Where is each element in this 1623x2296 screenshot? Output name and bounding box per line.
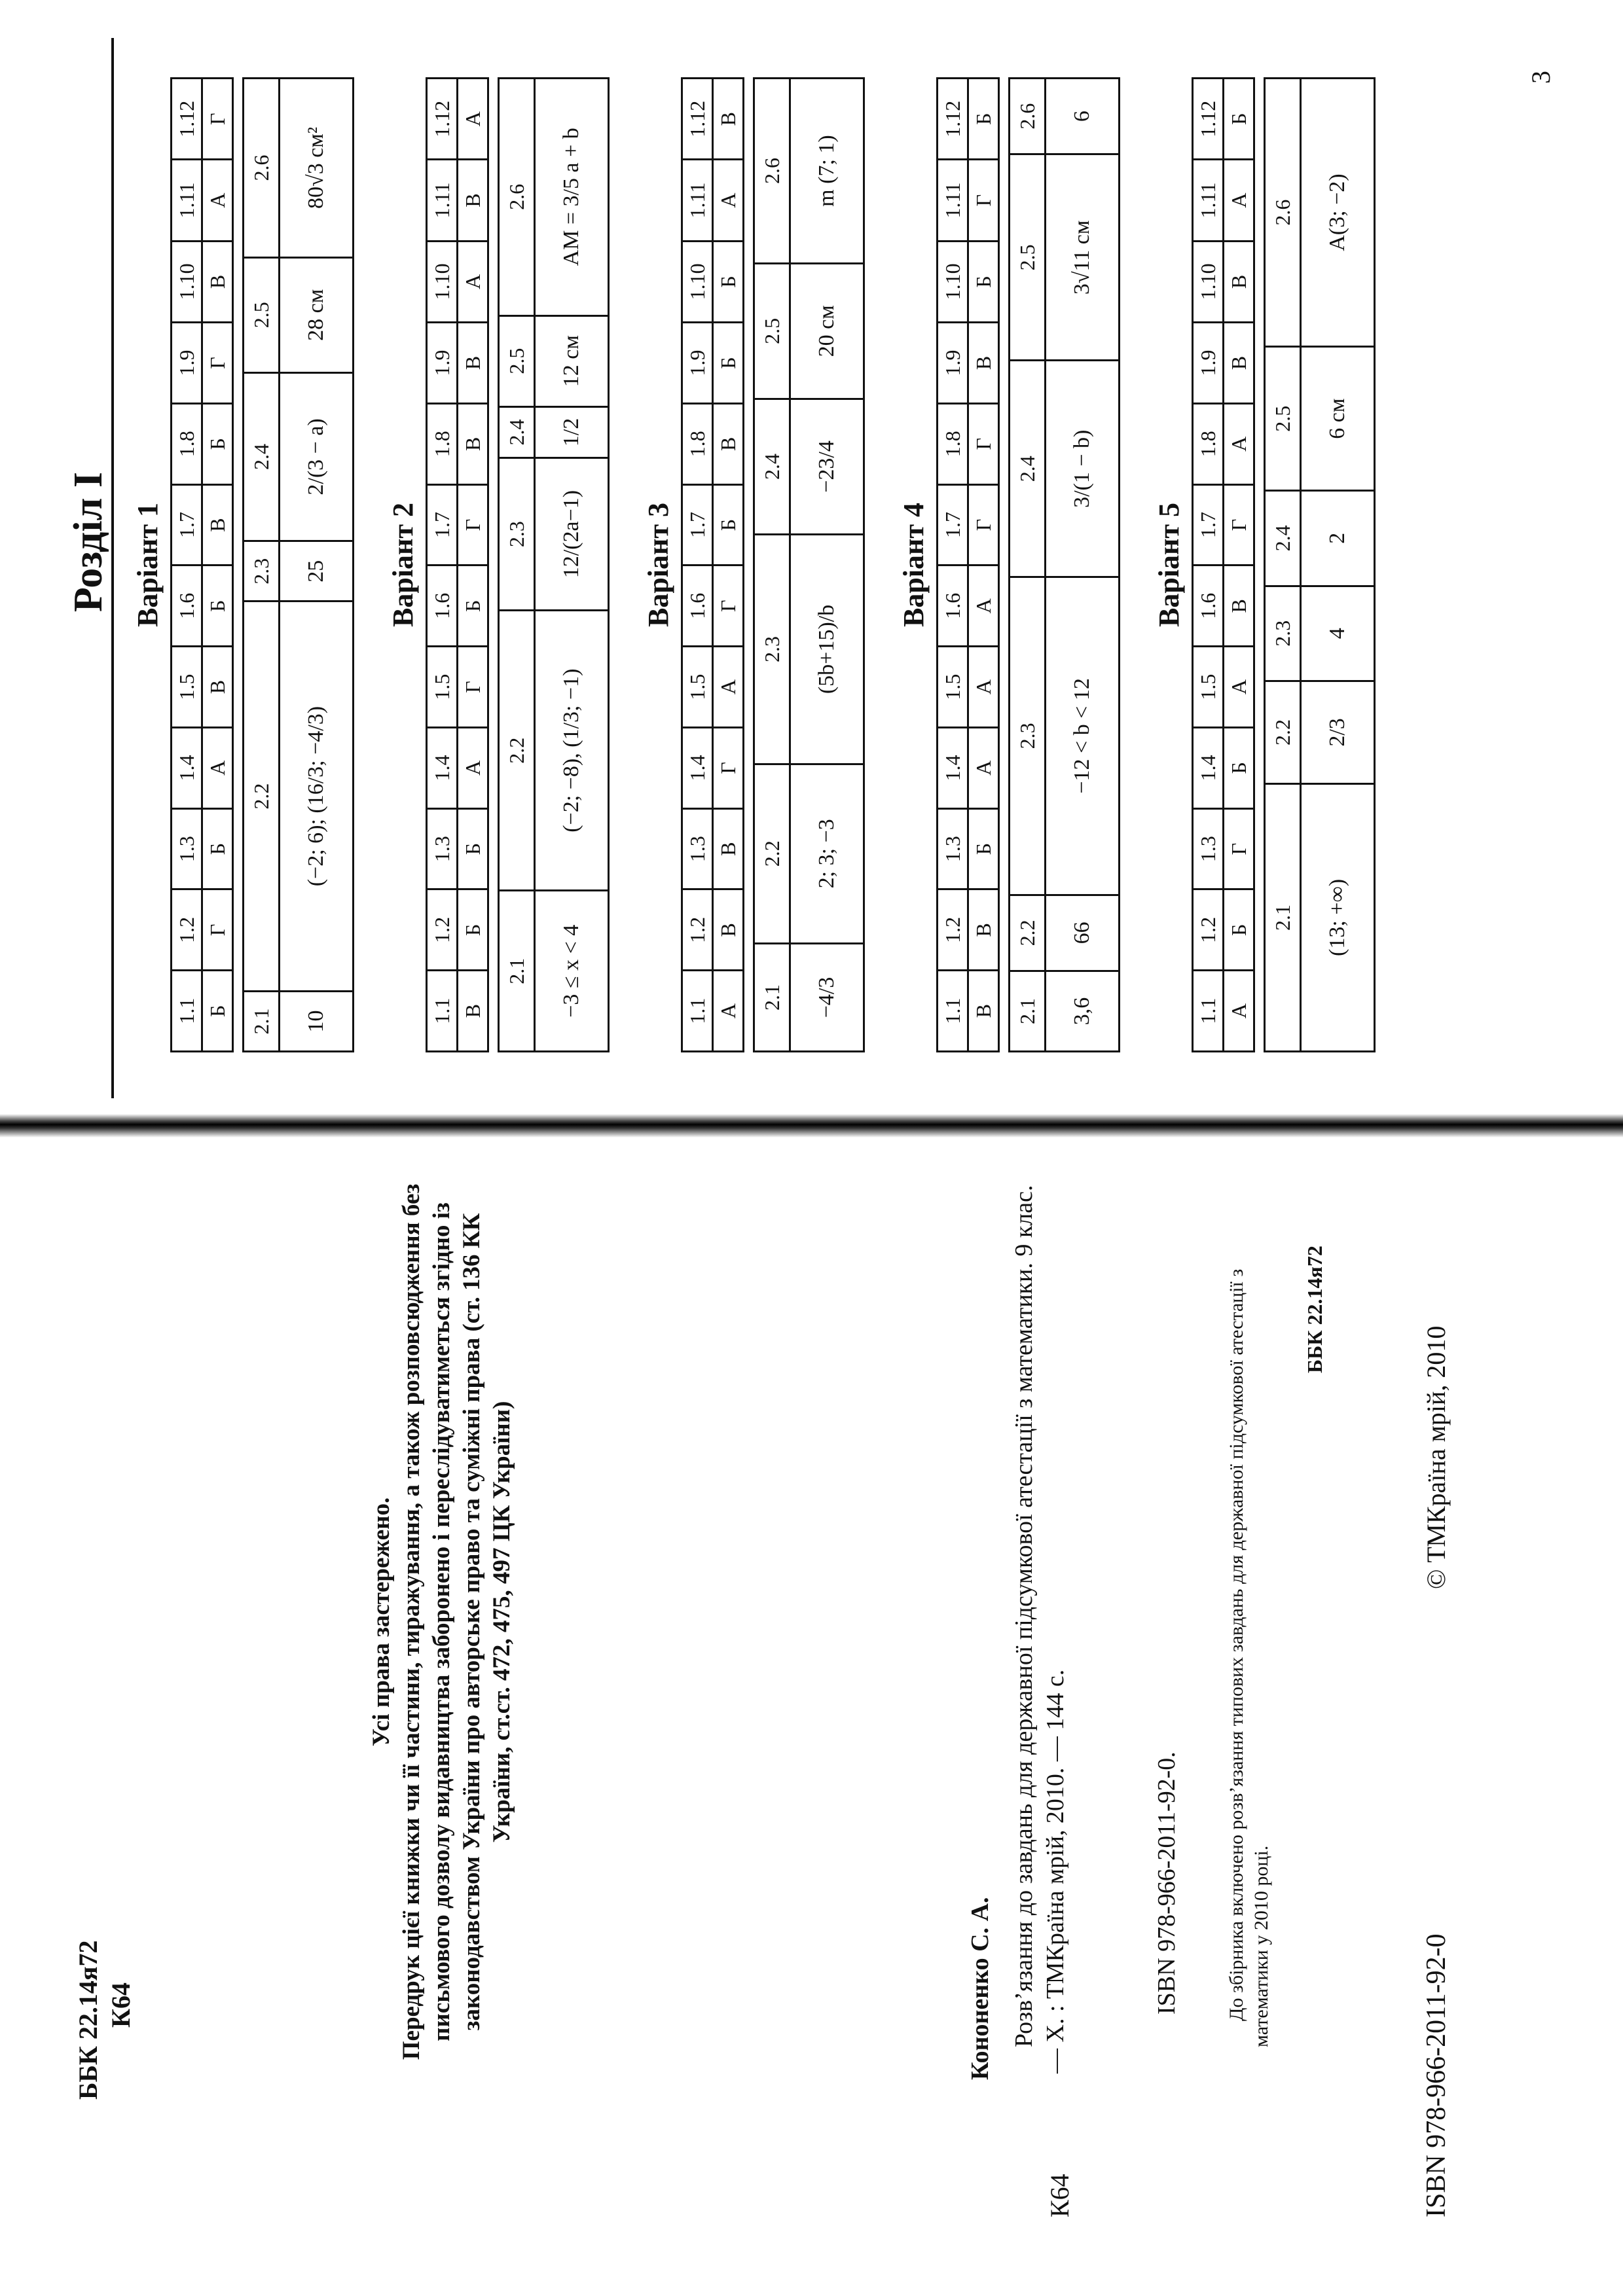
task-number-cell: 1.11 [938, 160, 968, 241]
task-number-cell: 2.3 [244, 541, 280, 601]
answer-cell: −3 ≤ x < 4 [535, 891, 609, 1052]
task-number-cell: 1.4 [172, 727, 202, 808]
task-number-cell: 2.4 [499, 406, 535, 458]
task-number-cell: 1.10 [682, 241, 713, 322]
answer-cell: −23/4 [790, 399, 864, 535]
answer-cell: Г [458, 484, 488, 565]
answer-cell: В [968, 971, 999, 1052]
task-number-cell: 2.2 [754, 764, 790, 943]
answer-cell: А [713, 647, 744, 728]
task-number-cell: 1.3 [427, 808, 458, 889]
answer-cell: (−2; 6); (16/3; −4/3) [280, 601, 354, 992]
task-number-cell: 2.5 [754, 264, 790, 399]
task-number-cell: 1.8 [172, 403, 202, 484]
answer-cell: А [1224, 403, 1254, 484]
answer-cell: Б [1224, 727, 1254, 808]
answer-cell: m (7; 1) [790, 79, 864, 264]
answer-cell: 80√3 см² [280, 79, 354, 258]
task-number-cell: 1.7 [427, 484, 458, 565]
k-code: К64 [106, 1982, 136, 2028]
answer-cell: В [713, 79, 744, 160]
task-number-cell: 2.5 [244, 257, 280, 372]
answer-cell: −4/3 [790, 943, 864, 1051]
answer-cell: В [202, 484, 233, 565]
answer-cell: В [968, 323, 999, 404]
answer-cell: 1/2 [535, 406, 609, 458]
answer-cell: А [458, 241, 488, 322]
task-number-cell: 2.3 [1265, 586, 1301, 681]
answer-cell: Б [458, 808, 488, 889]
answer-cell: В [202, 647, 233, 728]
answer-cell: В [713, 808, 744, 889]
task-number-cell: 2.6 [1265, 79, 1301, 347]
answer-cell: A(3; −2) [1301, 79, 1375, 347]
answer-cell: Б [713, 484, 744, 565]
task-number-cell: 1.6 [1193, 565, 1224, 647]
task-number-cell: 1.12 [427, 79, 458, 160]
answer-cell: Г [713, 565, 744, 647]
task-number-cell: 2.4 [1265, 491, 1301, 586]
task-number-cell: 1.3 [682, 808, 713, 889]
answer-cell: В [458, 160, 488, 241]
task-number-cell: 1.1 [938, 971, 968, 1052]
task-number-cell: 2.2 [1010, 895, 1046, 971]
variant-title: Варіант 3 [642, 503, 674, 628]
answer-cell: 3/(1 − b) [1046, 361, 1120, 577]
task-number-cell: 1.5 [172, 647, 202, 728]
bbk-label: ББК 22.14я72 [73, 1940, 103, 2100]
answer-cell: А [968, 727, 999, 808]
answer-cell: 25 [280, 541, 354, 601]
task-number-cell: 1.9 [1193, 323, 1224, 404]
answer-cell: 20 см [790, 264, 864, 399]
section-title: Розділ І [66, 471, 111, 613]
answer-cell: В [1224, 323, 1254, 404]
answer-cell: −12 < b < 12 [1046, 577, 1120, 895]
task-number-cell: 2.5 [499, 315, 535, 406]
answer-cell: Б [713, 323, 744, 404]
answer-cell: Б [458, 889, 488, 971]
answer-cell: 12 см [535, 315, 609, 406]
variant-title: Варіант 1 [132, 503, 164, 628]
task-number-cell: 2.6 [1010, 79, 1046, 154]
task-number-cell: 1.10 [1193, 241, 1224, 322]
task-number-cell: 2.4 [244, 372, 280, 541]
answer-cell: 28 см [280, 257, 354, 372]
task-number-cell: 1.9 [682, 323, 713, 404]
answer-cell: В [1224, 241, 1254, 322]
task-number-cell: 1.10 [172, 241, 202, 322]
task-number-cell: 1.8 [938, 403, 968, 484]
task-number-cell: 2.6 [244, 79, 280, 258]
answer-cell: В [202, 241, 233, 322]
answer-cell: Б [968, 808, 999, 889]
task-number-cell: 1.1 [1193, 971, 1224, 1052]
variant-title: Варіант 5 [1153, 503, 1185, 628]
part2-table [242, 77, 354, 1052]
task-number-cell: 1.7 [938, 484, 968, 565]
answer-cell: Б [202, 808, 233, 889]
task-number-cell: 2.3 [754, 535, 790, 764]
answer-cell: Б [968, 79, 999, 160]
answer-cell: Б [1224, 79, 1254, 160]
answers-page [0, 0, 1623, 1098]
answer-cell: Г [1224, 484, 1254, 565]
task-number-cell: 2.4 [754, 399, 790, 535]
task-number-cell: 1.12 [938, 79, 968, 160]
task-number-cell: 1.12 [682, 79, 713, 160]
answer-cell: А [458, 79, 488, 160]
answer-cell: Г [458, 647, 488, 728]
page-number: 3 [1526, 71, 1556, 84]
answer-cell: В [458, 403, 488, 484]
answer-cell: А [968, 565, 999, 647]
answer-cell: 2 [1301, 491, 1375, 586]
task-number-cell: 1.9 [938, 323, 968, 404]
task-number-cell: 2.3 [499, 458, 535, 611]
answer-cell: А [713, 971, 744, 1052]
answer-cell: 2; 3; −3 [790, 764, 864, 943]
task-number-cell: 1.12 [172, 79, 202, 160]
answer-cell: 2/(3 − a) [280, 372, 354, 541]
task-number-cell: 1.6 [682, 565, 713, 647]
rights-text: Передрук цієї книжки чи її частини, тиражування, а також розповсюдження без письмового дозволу видавництва заборонено і переслідуватиметься згідно із законодавством України про авторське право та суміжні права (ст. 136 КК України, ст.ст. 472, 475, 497 ЦК України) [398, 1183, 515, 2060]
answer-cell: Г [968, 403, 999, 484]
part1-table [936, 77, 1000, 1052]
task-number-cell: 1.5 [427, 647, 458, 728]
task-number-cell: 1.1 [682, 971, 713, 1052]
answer-cell: А [968, 647, 999, 728]
task-number-cell: 1.4 [938, 727, 968, 808]
answer-cell: Г [713, 727, 744, 808]
answer-cell: А [458, 727, 488, 808]
answer-cell: А [1224, 647, 1254, 728]
task-number-cell: 2.2 [244, 601, 280, 992]
answer-cell: Б [202, 565, 233, 647]
task-number-cell: 2.6 [754, 79, 790, 264]
answer-cell: Г [202, 79, 233, 160]
task-number-cell: 1.11 [427, 160, 458, 241]
task-number-cell: 1.3 [172, 808, 202, 889]
task-number-cell: 1.2 [427, 889, 458, 971]
answer-cell: 66 [1046, 895, 1120, 971]
task-number-cell: 2.2 [499, 610, 535, 891]
rights-title: Усі права застережено. [368, 1497, 395, 1747]
task-number-cell: 1.1 [172, 971, 202, 1052]
copyright-line: © ТМКраїна мрій, 2010 [1421, 1325, 1451, 1589]
collection-note: До збірника включено розв’язання типових завдань для державної підсумкової атестації з математики у 2010 році. [1226, 1268, 1272, 2047]
answer-cell: 10 [280, 991, 354, 1051]
task-number-cell: 1.2 [1193, 889, 1224, 971]
task-number-cell: 1.7 [172, 484, 202, 565]
task-number-cell: 1.4 [427, 727, 458, 808]
book-spine [0, 1114, 1623, 1138]
task-number-cell: 1.7 [682, 484, 713, 565]
answer-cell: А [713, 160, 744, 241]
answer-cell: Г [202, 323, 233, 404]
task-number-cell: 2.6 [499, 79, 535, 316]
answer-cell: 3√11 см [1046, 154, 1120, 361]
task-number-cell: 2.1 [1265, 783, 1301, 1051]
task-number-cell: 2.1 [244, 991, 280, 1051]
answer-cell: В [968, 889, 999, 971]
answer-cell: (13; +∞) [1301, 783, 1375, 1051]
task-number-cell: 1.10 [938, 241, 968, 322]
variant-title: Варіант 2 [387, 503, 419, 628]
answer-cell: Г [968, 484, 999, 565]
answer-cell: В [713, 889, 744, 971]
part1-table [426, 77, 489, 1052]
author-name: Кононенко С. А. [966, 1897, 994, 2080]
answer-cell: Г [1224, 808, 1254, 889]
task-number-cell: 2.1 [1010, 971, 1046, 1051]
bbk-code-bottom: ББК 22.14я72 [1303, 1246, 1326, 1373]
task-number-cell: 2.4 [1010, 361, 1046, 577]
part1-table [170, 77, 234, 1052]
task-number-cell: 1.3 [1193, 808, 1224, 889]
task-number-cell: 2.5 [1010, 154, 1046, 361]
task-number-cell: 1.9 [427, 323, 458, 404]
answer-cell: Г [202, 889, 233, 971]
task-number-cell: 1.11 [1193, 160, 1224, 241]
answer-cell: 12/(2a−1) [535, 458, 609, 611]
task-number-cell: 1.6 [172, 565, 202, 647]
answer-cell: В [1224, 565, 1254, 647]
task-number-cell: 1.5 [682, 647, 713, 728]
part1-table [681, 77, 744, 1052]
part2-table [1264, 77, 1376, 1052]
task-number-cell: 2.3 [1010, 577, 1046, 895]
task-number-cell: 2.5 [1265, 347, 1301, 491]
task-number-cell: 1.8 [682, 403, 713, 484]
task-number-cell: 1.9 [172, 323, 202, 404]
task-number-cell: 1.7 [1193, 484, 1224, 565]
task-number-cell: 2.1 [499, 891, 535, 1052]
book-description: Розв’язання до завдань для державної підсумкової атестації з математики. 9 клас. — Х. : ТМКраїна мрій, 2010. — 144 с. [1010, 1185, 1069, 2073]
answer-cell: Б [968, 241, 999, 322]
answer-cell: А [1224, 971, 1254, 1052]
answer-cell: 6 [1046, 79, 1120, 154]
answer-cell: Б [458, 565, 488, 647]
answer-cell: 3,6 [1046, 971, 1120, 1051]
task-number-cell: 1.8 [1193, 403, 1224, 484]
task-number-cell: 1.5 [938, 647, 968, 728]
task-number-cell: 1.4 [682, 727, 713, 808]
part2-table [753, 77, 865, 1052]
task-number-cell: 2.1 [754, 943, 790, 1051]
imprint-page [0, 1144, 1623, 2296]
answer-cell: Б [202, 403, 233, 484]
task-number-cell: 1.6 [938, 565, 968, 647]
task-number-cell: 1.2 [172, 889, 202, 971]
bbk-code-top [72, 1940, 137, 2100]
answer-cell: В [713, 403, 744, 484]
task-number-cell: 1.2 [938, 889, 968, 971]
rights-notice [367, 1164, 517, 2080]
answer-cell: AM = 3/5 a + b [535, 79, 609, 316]
task-number-cell: 1.4 [1193, 727, 1224, 808]
answer-cell: Б [1224, 889, 1254, 971]
isbn-inline: ISBN 978-966-2011-92-0. [1153, 1751, 1180, 2015]
answer-cell: (5b+15)/b [790, 535, 864, 764]
task-number-cell: 1.1 [427, 971, 458, 1052]
answer-cell: Б [202, 971, 233, 1052]
answer-cell: 6 см [1301, 347, 1375, 491]
task-number-cell: 1.11 [682, 160, 713, 241]
task-number-cell: 1.2 [682, 889, 713, 971]
task-number-cell: 1.8 [427, 403, 458, 484]
answer-cell: А [1224, 160, 1254, 241]
task-number-cell: 1.5 [1193, 647, 1224, 728]
answer-cell: (−2; −8), (1/3; −1) [535, 610, 609, 891]
task-number-cell: 1.6 [427, 565, 458, 647]
task-number-cell: 2.2 [1265, 681, 1301, 783]
answer-cell: 4 [1301, 586, 1375, 681]
task-number-cell: 1.3 [938, 808, 968, 889]
answer-cell: А [202, 727, 233, 808]
answer-cell: А [202, 160, 233, 241]
part2-table [1008, 77, 1120, 1052]
part1-table [1192, 77, 1255, 1052]
variant-title: Варіант 4 [898, 503, 930, 628]
part2-table [498, 77, 610, 1052]
task-number-cell: 1.10 [427, 241, 458, 322]
k64-code: К64 [1045, 2174, 1074, 2217]
answer-cell: В [458, 323, 488, 404]
answer-cell: 2/3 [1301, 681, 1375, 783]
answer-cell: Б [713, 241, 744, 322]
task-number-cell: 1.11 [172, 160, 202, 241]
answer-cell: Г [968, 160, 999, 241]
answer-cell: В [458, 971, 488, 1052]
task-number-cell: 1.12 [1193, 79, 1224, 160]
isbn-bottom: ISBN 978-966-2011-92-0 [1421, 1933, 1451, 2217]
